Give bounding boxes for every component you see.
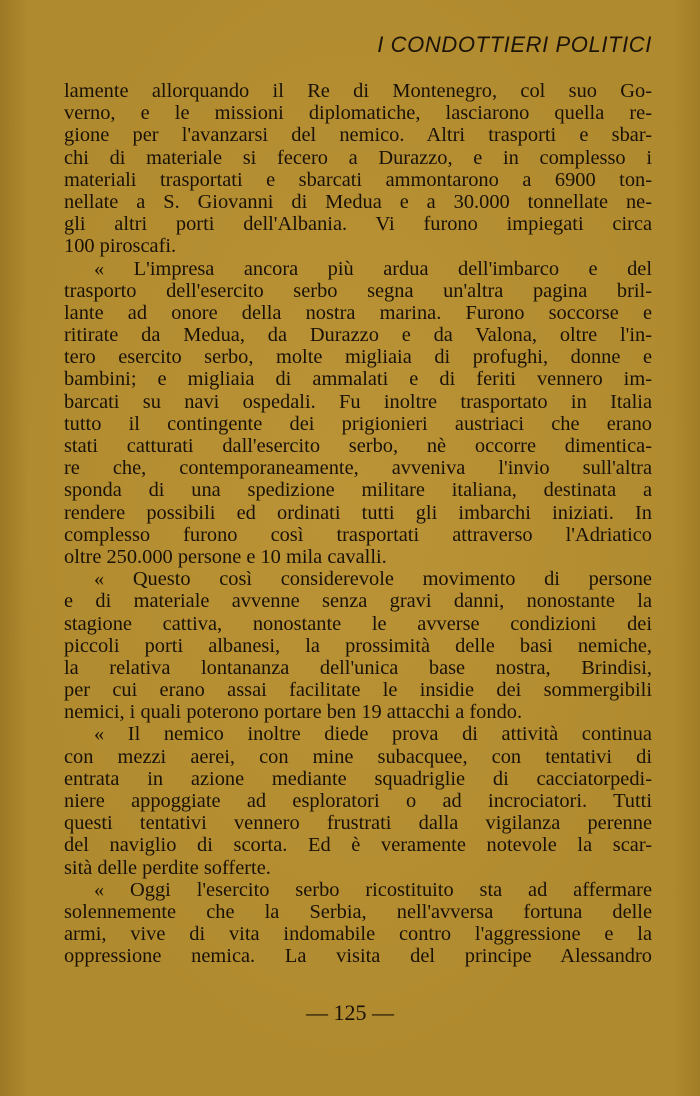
text-line: lante ad onore della nostra marina. Furono soccorse e bbox=[64, 301, 652, 324]
text-line: del naviglio di scorta. Ed è veramente notevole la scar- bbox=[64, 834, 652, 857]
text-line: rendere possibili ed ordinati tutti gli imbarchi iniziati. In bbox=[64, 501, 652, 524]
body-text bbox=[64, 80, 652, 968]
text-line: lamente allorquando il Re di Montenegro, col suo Go- bbox=[64, 80, 652, 102]
text-line: e di materiale avvenne senza gravi danni, nonostante la bbox=[64, 590, 652, 613]
text-line: nellate a S. Giovanni di Medua e a 30.000 tonnellate ne- bbox=[64, 190, 652, 213]
running-header: I CONDOTTIERI POLITICI bbox=[377, 32, 652, 57]
text-line: verno, e le missioni diplomatiche, lasciarono quella re- bbox=[64, 102, 652, 125]
text-line: « Oggi l'esercito serbo ricostituito sta ad affermare bbox=[94, 878, 652, 901]
text-line: gione per l'avanzarsi del nemico. Altri trasporti e sbar- bbox=[64, 124, 652, 147]
text-line: solennemente che la Serbia, nell'avversa fortuna delle bbox=[64, 900, 652, 923]
text-line: stagione cattiva, nonostante le avverse condizioni dei bbox=[64, 612, 652, 635]
text-line: chi di materiale si fecero a Durazzo, e in complesso i bbox=[64, 146, 652, 169]
text-line: con mezzi aerei, con mine subacquee, con tentativi di bbox=[64, 745, 652, 768]
text-line: re che, contemporaneamente, avveniva l'invio sull'altra bbox=[64, 457, 652, 480]
text-line: gli altri porti dell'Albania. Vi furono impiegati circa bbox=[64, 213, 652, 236]
text-line: piccoli porti albanesi, la prossimità delle basi nemiche, bbox=[64, 634, 652, 657]
text-line: materiali trasportati e sbarcati ammontarono a 6900 ton- bbox=[64, 168, 652, 191]
text-line: « Il nemico inoltre diede prova di attività continua bbox=[94, 723, 652, 746]
text-line: sità delle perdite sofferte. bbox=[64, 856, 271, 879]
text-line: entrata in azione mediante squadriglie di cacciatorpedi- bbox=[64, 767, 652, 790]
text-line: sponda di una spedizione militare italiana, destinata a bbox=[64, 479, 652, 502]
text-line: per cui erano assai facilitate le insidie dei sommergibili bbox=[64, 679, 652, 702]
text-line: tutto il contingente dei prigionieri austriaci che erano bbox=[64, 412, 652, 435]
text-line: trasporto dell'esercito serbo segna un'altra pagina bril- bbox=[64, 279, 652, 302]
text-line: 100 piroscafi. bbox=[64, 235, 177, 258]
text-line: tero esercito serbo, molte migliaia di profughi, donne e bbox=[64, 346, 652, 369]
text-line: niere appoggiate ad esploratori o ad incrociatori. Tutti bbox=[64, 790, 652, 812]
text-line: bambini; e migliaia di ammalati e di feriti vennero im- bbox=[64, 368, 652, 391]
text-line: oltre 250.000 persone e 10 mila cavalli. bbox=[64, 545, 387, 568]
text-line: stati catturati dall'esercito serbo, nè occorre dimentica- bbox=[64, 435, 652, 457]
text-line: la relativa lontananza dell'unica base nostra, Brindisi, bbox=[64, 656, 652, 679]
text-line: nemici, i quali poterono portare ben 19 attacchi a fondo. bbox=[64, 701, 523, 724]
text-line: armi, vive di vita indomabile contro l'aggressione e la bbox=[64, 923, 652, 946]
text-line: « Questo così considerevole movimento di persone bbox=[94, 568, 652, 591]
text-line: ritirate da Medua, da Durazzo e da Valona, oltre l'in- bbox=[64, 324, 652, 347]
text-line: « L'impresa ancora più ardua dell'imbarco e del bbox=[94, 257, 652, 280]
text-line: oppressione nemica. La visita del principe Alessandro bbox=[64, 945, 652, 968]
page-number: — 125 — bbox=[306, 1000, 394, 1025]
text-line: barcati su navi ospedali. Fu inoltre trasportato in Italia bbox=[64, 390, 652, 413]
text-line: questi tentativi vennero frustrati dalla vigilanza perenne bbox=[64, 812, 652, 835]
text-line: complesso furono così trasportati attraverso l'Adriatico bbox=[64, 523, 652, 546]
